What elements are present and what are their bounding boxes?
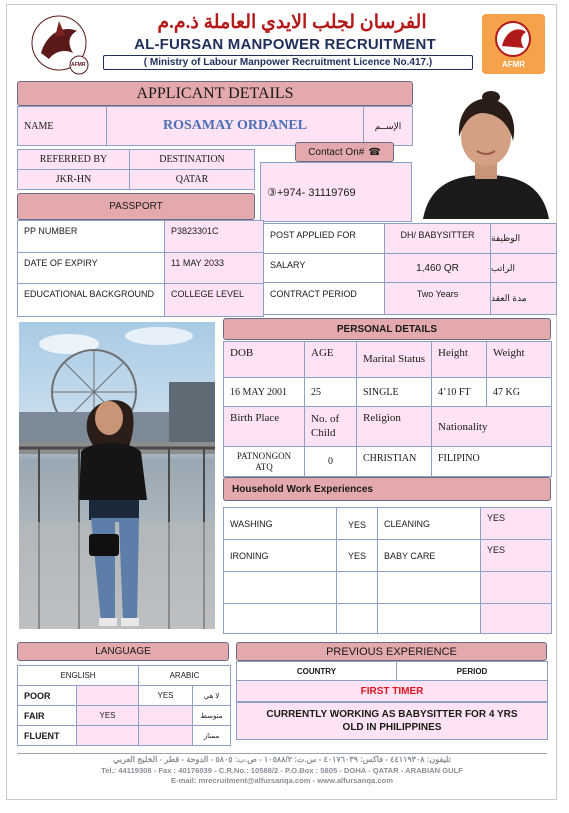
pp-number-label: PP NUMBER <box>17 220 165 253</box>
age-value: 25 <box>304 377 357 407</box>
footer-contact-line: Tel.: 44119308 - Fax : 40176039 - C.R.No.: 10588/2 - P.O.Box : 5805 - DOHA - QATAR - ARABIAN GULF <box>101 766 463 775</box>
dob-label: DOB <box>223 341 305 378</box>
contract-period-value: Two Years <box>384 282 491 315</box>
first-timer-label: FIRST TIMER <box>236 680 548 702</box>
fair-label-ar: متوسط <box>192 705 231 726</box>
applicant-name: ROSAMAY ORDANEL <box>106 106 364 146</box>
household-empty-cell <box>377 571 481 604</box>
birth-place-value: PATNONGON ATQ <box>223 446 305 477</box>
company-logo-left <box>29 13 95 77</box>
household-empty-cell <box>336 571 378 604</box>
salary-value: 1,460 QR <box>384 253 491 283</box>
religion-label: Religion <box>356 406 432 447</box>
marital-status-value: SINGLE <box>356 377 432 407</box>
contact-header <box>295 142 394 162</box>
dob-value: 16 MAY 2001 <box>223 377 305 407</box>
page <box>6 4 557 800</box>
birth-place-label: Birth Place <box>223 406 305 447</box>
english-fair-value: YES <box>76 705 139 726</box>
cleaning-value: YES <box>480 507 552 540</box>
household-empty-cell <box>480 603 552 634</box>
washing-value: YES <box>336 507 378 540</box>
education-value: COLLEGE LEVEL <box>164 283 264 317</box>
education-label: EDUCATIONAL BACKGROUND <box>17 283 165 317</box>
company-logo-right <box>482 14 545 74</box>
household-empty-cell <box>223 571 337 604</box>
portrait-icon <box>421 89 551 219</box>
age-label: AGE <box>304 341 357 378</box>
phone-icon: ☎ <box>368 146 381 158</box>
english-poor-value <box>76 685 139 706</box>
children-label: No. of Child <box>304 406 357 447</box>
arabic-poor-value: YES <box>138 685 193 706</box>
baby-care-value: YES <box>480 539 552 572</box>
previous-experience-header: PREVIOUS EXPERIENCE <box>236 642 547 661</box>
fluent-label: FLUENT <box>17 725 77 746</box>
destination-label: DESTINATION <box>129 149 255 170</box>
english-column-header: ENGLISH <box>17 665 139 686</box>
passport-header: PASSPORT <box>17 193 255 220</box>
arabic-column-header: ARABIC <box>138 665 231 686</box>
weight-label: Weight <box>486 341 552 378</box>
english-fluent-value <box>76 725 139 746</box>
ironing-value: YES <box>336 539 378 572</box>
weight-value: 47 KG <box>486 377 552 407</box>
footer-email-line: E-mail: mrecruitment@alfursanqa.com - www.alfursanqa.com <box>171 776 393 785</box>
fair-label: FAIR <box>17 705 77 726</box>
company-name: AL-FURSAN MANPOWER RECRUITMENT <box>134 36 436 53</box>
religion-value: CHRISTIAN <box>356 446 432 477</box>
referred-by-label: REFERRED BY <box>17 149 130 170</box>
language-header: LANGUAGE <box>17 642 229 661</box>
applicant-full-photo <box>19 322 215 629</box>
height-value: 4’10 FT <box>431 377 487 407</box>
company-name-arabic: الفرسان لجلب الايدي العاملة ذ.م.م <box>157 12 427 33</box>
expiry-value: 11 MAY 2033 <box>164 252 264 284</box>
nationality-value: FILIPINO <box>431 446 552 477</box>
household-empty-cell <box>377 603 481 634</box>
contract-period-label-ar: مدة العقد <box>490 282 557 315</box>
ironing-label: IRONING <box>223 539 337 572</box>
destination-value: QATAR <box>129 169 255 190</box>
nationality-label: Nationality <box>431 406 552 447</box>
logo-text-left: AFMR <box>71 62 86 68</box>
fluent-label-ar: ممتاز <box>192 725 231 746</box>
household-empty-cell <box>336 603 378 634</box>
washing-label: WASHING <box>223 507 337 540</box>
contact-label: Contact On# <box>308 146 365 158</box>
children-value: 0 <box>304 446 357 477</box>
applicant-details-header: APPLICANT DETAILS <box>17 81 413 106</box>
post-applied-label-ar: الوظيفة <box>490 223 557 254</box>
licence-line: ( Ministry of Labour Manpower Recruitment Licence No.417.) <box>103 55 473 70</box>
marital-status-label: Marital Status <box>356 341 432 378</box>
expiry-label: DATE OF EXPIRY <box>17 252 165 284</box>
name-label: NAME <box>17 106 107 146</box>
footer-divider <box>17 753 547 754</box>
baby-care-label: BABY CARE <box>377 539 481 572</box>
salary-label-ar: الراتب <box>490 253 557 283</box>
household-empty-cell <box>480 571 552 604</box>
cleaning-label: CLEANING <box>377 507 481 540</box>
household-header: Household Work Experiences <box>223 477 551 501</box>
height-label: Height <box>431 341 487 378</box>
name-label-arabic: الإســم <box>363 106 413 146</box>
period-column-header: PERIOD <box>396 661 548 681</box>
post-applied-value: DH/ BABYSITTER <box>384 223 491 254</box>
footer-arabic-line: تليفون: ٤٤١١٩٣٠٨ - فاكس: ٤٠١٧٦٠٣٩ - س.ت: ١٠٥٨٨/٢ - ص.ب: ٥٨٠٥ - الدوحة - قطر - الخليج العربي <box>113 755 451 764</box>
poor-label: POOR <box>17 685 77 706</box>
arabic-fair-value <box>138 705 193 726</box>
referred-by-value: JKR-HN <box>17 169 130 190</box>
experience-note: CURRENTLY WORKING AS BABYSITTER FOR 4 YRS OLD IN PHILIPPINES <box>236 702 548 740</box>
household-empty-cell <box>223 603 337 634</box>
applicant-portrait <box>421 89 551 219</box>
contract-period-label: CONTRACT PERIOD <box>263 282 385 315</box>
personal-details-header: PERSONAL DETAILS <box>223 318 551 340</box>
contact-value: ③+974- 31119769 <box>260 162 412 222</box>
logo-text-right: AFMR <box>501 60 526 69</box>
poor-label-ar: لا هي <box>192 685 231 706</box>
post-applied-label: POST APPLIED FOR <box>263 223 385 254</box>
arabic-fluent-value <box>138 725 193 746</box>
salary-label: SALARY <box>263 253 385 283</box>
full-photo-scene-icon <box>19 322 215 629</box>
country-column-header: COUNTRY <box>236 661 397 681</box>
pp-number-value: P3823301C <box>164 220 264 253</box>
